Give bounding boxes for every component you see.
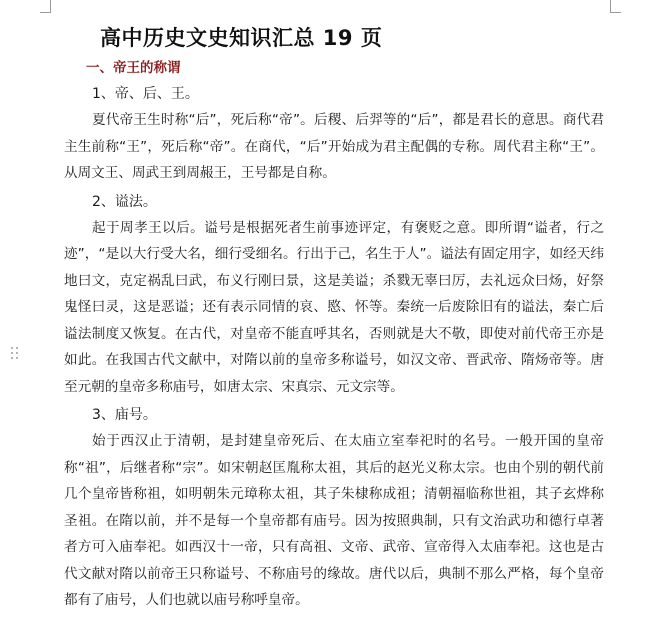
table-drag-handle-icon[interactable] (11, 347, 21, 365)
paragraph-di-hou-wang: 夏代帝王生时称“后”，死后称“帝”。后稷、后羿等的“后”，都是君长的意思。商代君主生前称“王”，死后称“帝”。在商代，“后”开始成为君主配偶的专称。周代君主称“王”。从周文王、周武王到周赧王，王号都是自称。 (64, 112, 604, 181)
document-title: 高中历史文史知识汇总 19 页 (100, 26, 383, 50)
page-corner-mark-top-right (610, 0, 621, 13)
section-heading: 一、帝王的称谓 (86, 60, 181, 76)
subsection-heading-miao-hao: 3、庙号。 (92, 407, 157, 423)
page-corner-mark-top-left (40, 0, 51, 13)
paragraph-shi-fa: 起于周孝王以后。谥号是根据死者生前事迹评定，有褒贬之意。即所谓“谥者，行之迹”，“是以大行受大名，细行受细名。行出于己，名生于人”。谥法有固定用字，如经天纬地曰文，克定祸乱曰武，布义行刚曰景，这是美谥；杀戮无辜曰厉，去礼远众曰炀，好祭鬼怪曰灵，这是恶谥；还有表示同情的哀、愍、怀等。秦统一后废除旧有的谥法，秦亡后谥法制度又恢复。在古代，对皇帝不能直呼其名，否则就是大不敬，即使对前代帝王亦是如此。在我国古代文献中，对隋以前的皇帝多称谥号，如汉文帝、晋武帝、隋炀帝等。唐至元朝的皇帝多称庙号，如唐太宗、宋真宗、元文宗等。 (64, 219, 604, 395)
document-body[interactable] (64, 22, 604, 614)
subsection-heading-shi-fa: 2、谥法。 (92, 193, 157, 210)
subsection-heading-di-hou-wang: 1、帝、后、王。 (92, 86, 199, 102)
paragraph-miao-hao: 始于西汉止于清朝，是封建皇帝死后、在太庙立室奉祀时的名号。一般开国的皇帝称“祖”，后继者称“宗”。如宋朝赵匡胤称太祖，其后的赵光义称太宗。也由个别的朝代前几个皇帝皆称祖，如明朝朱元璋称太祖，其子朱棣称成祖；清朝福临称世祖，其子玄烨称圣祖。在隋以前，并不是每一个皇帝都有庙号。因为按照典制，只有文治武功和德行卓著者方可入庙奉祀。如西汉十一帝，只有高祖、文帝、武帝、宣帝得入太庙奉祀。这也是古代文献对隋以前帝王只称谥号、不称庙号的缘故。唐代以后，典制不那么严格，每个皇帝都有了庙号，人们也就以庙号称呼皇帝。 (64, 433, 604, 608)
